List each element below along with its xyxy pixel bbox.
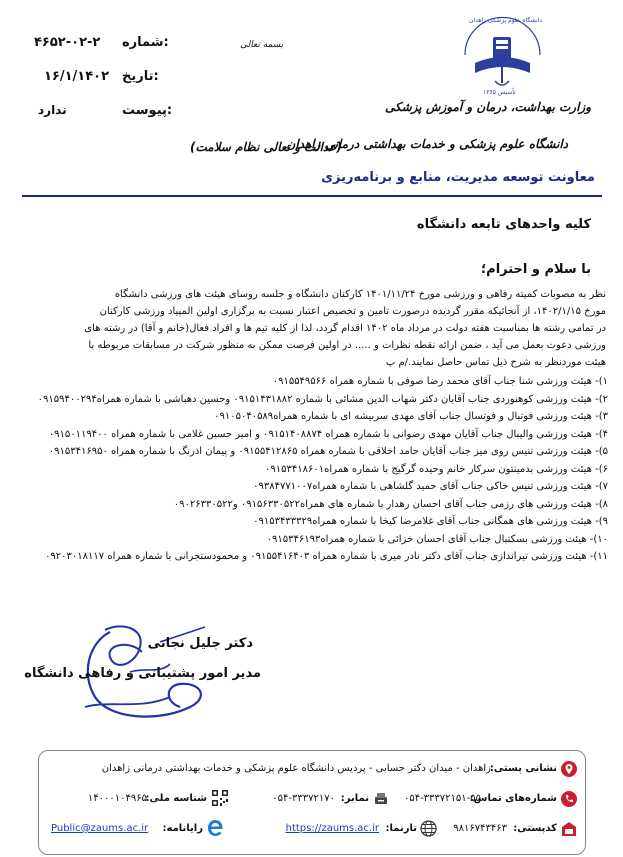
list-item: ۱۰)- هیئت ورزشی بسکتبال جناب آقای احسان خزائی با شماره همراه۰۹۱۵۳۴۶۱۹۳ <box>266 533 608 545</box>
phones-label: شماره‌های تماس: <box>469 793 557 804</box>
signatory-name: دکتر جلیل نجاتی <box>147 636 253 651</box>
fax-icon <box>373 791 389 807</box>
letter-meta <box>22 35 172 125</box>
postal-code-label: کدپستی: <box>513 823 557 834</box>
list-item: ۸)- هیئت ورزشی های رزمی جناب آقای احسان رهدار با شماره های همراه۰۹۱۵۶۳۳۰۵۲۲ و۰۹۰۲۶۳۳۰۵۲۲ <box>173 498 608 510</box>
email-icon <box>207 819 225 837</box>
list-item: ۹)- هیئت ورزشی های همگانی جناب آقای غلامرضا کیخا با شماره همراه۰۹۱۵۳۴۳۳۳۲۹ <box>253 516 608 527</box>
fax-label: نمابر: <box>340 793 369 804</box>
national-id-label: شناسه ملی: <box>145 793 207 804</box>
logo-caption: دانشگاه علوم پزشکی زاهدان <box>469 17 543 24</box>
list-item: ۱۱)- هیئت ورزشی تیراندازی جناب آقای دکتر نادر میری با شماره همراه ۰۹۱۵۵۴۱۶۴۰۳ و محمودستجرانی با شماره همراه ۰۹۲۰۳۰۱۸۱۱۷ <box>45 551 608 562</box>
globe-icon <box>420 820 437 837</box>
list-item: ۱)- هیئت ورزشی شنا جناب آقای محمد رضا صوفی با شماره همراه ۰۹۱۵۵۴۹۵۶۶ <box>272 376 608 387</box>
email-label: رایانامه: <box>162 823 203 834</box>
postal-code-value: ۹۸۱۶۷۴۳۴۶۳ <box>453 823 507 834</box>
header-divider <box>22 195 602 197</box>
phone-icon <box>561 791 577 807</box>
letter-number-value: ۴۶۵۲-۰۲-۲ <box>34 35 101 50</box>
body-line: هیئت موردنظر به شرح ذیل تماس حاصل نمایند./م پ <box>385 357 606 368</box>
ministry-name: وزارت بهداشت، درمان و آموزش پزشکی <box>385 100 591 114</box>
university-logo <box>455 15 550 95</box>
letter-date-value: ۱۶/۱/۱۴۰۲ <box>44 69 110 84</box>
list-item: ۳)- هیئت ورزشی فوتبال و فوتسال جناب آقای مهدی سربیشه ای با شماره همراه۰۹۱۰۵۰۴۰۵۸۹ <box>214 411 608 422</box>
mailbox-icon <box>561 821 577 837</box>
attachment-value: ندارد <box>38 103 67 117</box>
email-link[interactable]: Public@zaums.ac.ir <box>51 823 149 834</box>
body-line: مورخ ۱۴۰۲/۱/۱۵، از آنجائیکه مقرر گردیده درصورت تامین و تخصیص اعتبار نسبت به برگزاری اولین المپیاد ورزشی کارکنان <box>99 306 606 317</box>
list-item: ۵)- هیئت ورزشی تنیس روی میز جناب آقایان حامد اخلاقی با شماره همراه ۰۹۱۵۵۴۱۲۸۶۵ و پیمان اذرنگ با شماره همراه ۰۹۱۵۳۴۱۶۹۵۰ <box>48 446 608 457</box>
letter-footer <box>38 750 586 855</box>
phones-value: ۰۵۴-۳۳۳۷۲۱۵۱-۵۵ <box>403 793 481 804</box>
website-link[interactable]: https://zaums.ac.ir <box>285 823 379 834</box>
greeting: با سلام و احترام؛ <box>480 262 591 277</box>
university-emblem-icon <box>455 15 550 95</box>
letter-body <box>40 286 606 371</box>
location-pin-icon <box>561 761 577 777</box>
fax-value: ۰۵۴-۳۳۳۷۲۱۷۰ <box>272 793 335 804</box>
body-line: در تمامی رشته ها بمناسبت هفته دولت در مرداد ماه ۱۴۰۲ اقدام گردد، لذا از کلیه تیم ها و افراد فعال(خانم و آقا) در رشته های <box>84 323 606 334</box>
recipient: کلیه واحدهای تابعه دانشگاه <box>416 217 591 232</box>
address-value: زاهدان - میدان دکتر حسابی - پردیس دانشگاه علوم پزشکی و خدمات بهداشتی درمانی زاهدان <box>101 763 491 774</box>
body-line: ورزشی دعوت بعمل می آید ، ضمن ارائه نقطه نظرات و ..... در اولین فرصت ممکن به منظور شرکت در مسابقات مربوطه با <box>88 340 606 351</box>
body-line: نظر به مصوبات کمیته رفاهی و ورزشی مورخ ۱۴۰۱/۱۱/۲۴ کارکنان دانشگاه و جلسه روسای هیئت های ورزشی دانشگاه <box>114 289 606 300</box>
website-label: تارنما: <box>385 823 417 834</box>
motto-text: (عدالت و تعالی نظام سلامت) <box>190 140 342 154</box>
qr-code-icon <box>211 789 229 807</box>
university-name: دانشگاه علوم پزشکی و خدمات بهداشتی درمانی زاهدان <box>286 137 568 151</box>
address-label: نشانی پستی: <box>489 763 557 774</box>
letter-date-label: تاریخ: <box>122 69 159 84</box>
signatory-title: مدیر امور پشتیبانی و رفاهی دانشگاه <box>24 666 261 681</box>
national-id-value: ۱۴۰۰۰۱۰۴۹۶۵ <box>87 793 147 804</box>
attachment-label: پیوست: <box>122 103 173 118</box>
deputy-title: معاونت توسعه مدیریت، منابع و برنامه‌ریزی <box>321 170 595 185</box>
list-item: ۴)- هیئت ورزشی والیبال جناب آقایان مهدی رضوانی با شماره همراه ۰۹۱۵۱۴۰۸۸۷۴ و امیر حسین غلامی با شماره همراه ۰۹۱۵۰۱۱۹۴۰۰ <box>48 428 608 440</box>
logo-year: تأسیس ۱۳۶۵ <box>483 89 516 96</box>
list-item: ۶)- هیئت ورزشی بدمینتون سرکار خانم وحیده گرگیج با شماره همراه۰۹۱۵۳۴۱۸۶۰۱ <box>265 463 608 475</box>
letter-number-label: شماره: <box>122 35 169 50</box>
bismillah-text: بسمه تعالی <box>240 40 284 50</box>
list-item: ۷)- هیئت ورزشی تنیس خاکی جناب آقای حمید گلشاهی با شماره همراه۰۹۳۸۴۷۷۱۰۰۷ <box>253 481 608 492</box>
list-item: ۲)- هیئت ورزشی کوهنوردی جناب آقایان دکتر شهاب الدین مشائی با شماره ۰۹۱۵۱۴۳۱۸۸۲ وحسین دهباشی با شماره همراه۰۹۱۵۹۴۰۰۲۹۴ <box>37 393 608 405</box>
sports-committee-list <box>16 373 608 566</box>
